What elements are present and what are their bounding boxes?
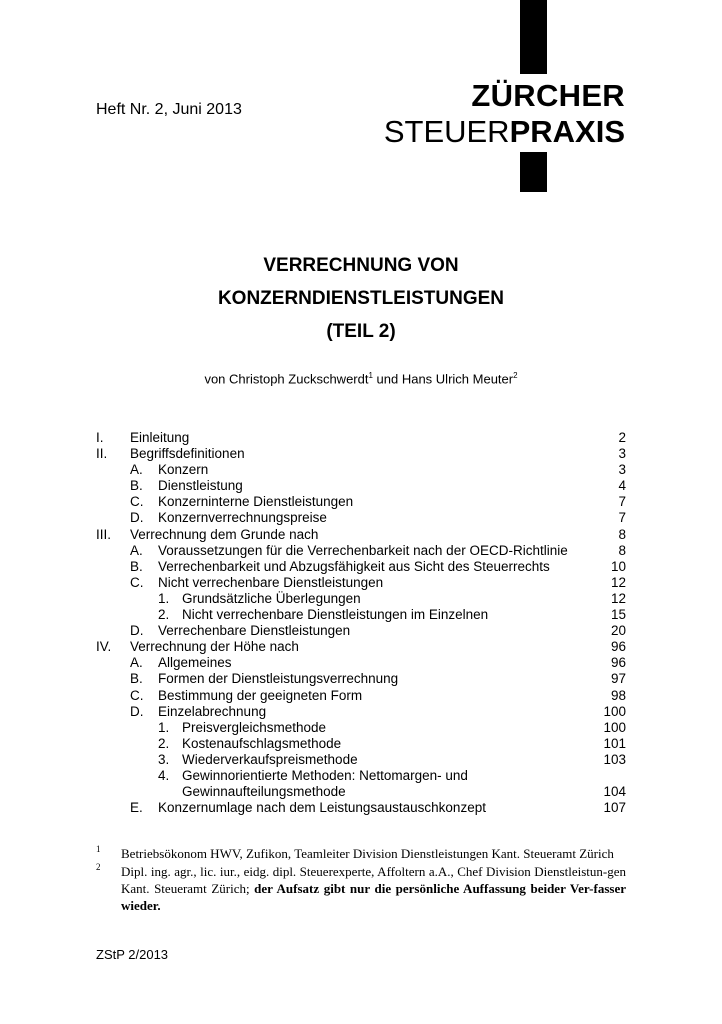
toc-entry — [96, 720, 626, 736]
page-footer: ZStP 2/2013 — [96, 947, 169, 962]
toc-entry — [96, 688, 626, 704]
toc-entry-title: Verrechenbare Dienstleistungen — [158, 623, 351, 639]
brand-line1: ZÜRCHER — [471, 78, 625, 113]
toc-entry-page: 103 — [603, 751, 626, 767]
toc-entry-page: 96 — [610, 639, 626, 655]
toc-entry — [96, 623, 626, 639]
toc-entry-number: D. — [130, 510, 144, 526]
toc-entry-page: 96 — [610, 655, 626, 671]
toc-entry-page: 3 — [618, 446, 626, 462]
toc-entry-page: 12 — [610, 574, 626, 590]
toc-entry-page: 8 — [618, 542, 626, 558]
footnote — [96, 845, 626, 862]
toc-entry-number: 1. — [158, 590, 170, 606]
toc-entry-number: A. — [130, 655, 143, 671]
toc-entry-page: 15 — [610, 607, 626, 623]
toc-entry-title: Preisvergleichsmethode — [182, 719, 327, 735]
toc-entry-number: D. — [130, 623, 144, 639]
footnotes — [96, 845, 626, 915]
toc-entry-title: Begriffsdefinitionen — [130, 446, 245, 462]
toc-entry-page: 100 — [603, 719, 626, 735]
toc-entry-title: Einleitung — [130, 430, 190, 445]
footnote-ref-2: 2 — [513, 371, 518, 380]
toc-entry — [96, 478, 626, 494]
toc-entry — [96, 559, 626, 575]
author-line — [0, 371, 722, 386]
toc-entry-number: A. — [130, 462, 143, 478]
toc-entry-number: 4. — [158, 767, 170, 783]
toc-entry-page: 97 — [610, 671, 626, 687]
brand-line2-bold: PRAXIS — [509, 114, 625, 149]
toc-entry-number: B. — [130, 671, 143, 687]
toc-entry-page: 100 — [603, 703, 626, 719]
toc-entry-title: Nicht verrechenbare Dienstleistungen im Einzelnen — [182, 607, 489, 623]
footnote — [96, 863, 626, 914]
brand-line2-normal: STEUER — [383, 114, 510, 149]
toc-entry-title: Kostenaufschlagsmethode — [182, 735, 342, 751]
toc-entry-number: A. — [130, 542, 143, 558]
toc-entry — [96, 639, 626, 655]
footnote-ref-1: 1 — [368, 371, 373, 380]
toc-entry-page: 7 — [618, 510, 626, 526]
toc-entry-number: II. — [96, 446, 108, 462]
toc-entry-title: Nicht verrechenbare Dienstleistungen — [158, 574, 384, 590]
toc-entry-page: 10 — [610, 558, 626, 574]
toc-entry-title: Dienstleistung — [158, 478, 243, 494]
toc-entry-title: Konzernverrechnungspreise — [158, 510, 327, 526]
toc-entry-page: 7 — [618, 494, 626, 510]
issue-label: Heft Nr. 2, Juni 2013 — [96, 101, 242, 118]
logo-bar-top — [520, 0, 547, 74]
toc-entry-title: Voraussetzungen für die Verrechenbarkeit nach der OECD-Richtlinie — [158, 542, 568, 558]
toc-entry-number: E. — [130, 800, 143, 816]
footnote-mark: 2 — [96, 862, 101, 872]
authors-prefix: von Christoph Zuckschwerdt — [204, 371, 369, 387]
table-of-contents — [96, 430, 626, 816]
toc-entry-title: Verrechnung dem Grunde nach — [130, 526, 319, 542]
toc-entry-title: Verrechnung der Höhe nach — [130, 639, 299, 655]
toc-entry-number: D. — [130, 703, 144, 719]
toc-entry-number: 2. — [158, 607, 170, 623]
toc-entry-page: 8 — [618, 526, 626, 542]
toc-entry-title: Gewinnorientierte Methoden: Nettomargen- und — [182, 767, 468, 783]
toc-entry-page: 2 — [618, 430, 626, 445]
toc-entry — [96, 768, 626, 784]
toc-entry-page: 107 — [603, 800, 626, 816]
toc-entry-title: Formen der Dienstleistungsverrechnung — [158, 671, 399, 687]
toc-entry — [96, 752, 626, 768]
toc-entry-page: 20 — [610, 623, 626, 639]
toc-entry-title: Allgemeines — [158, 655, 232, 671]
toc-entry-title: Bestimmung der geeigneten Form — [158, 687, 363, 703]
title-line1: VERRECHNUNG VON — [263, 255, 459, 276]
toc-entry-number: IV. — [96, 639, 112, 655]
toc-entry — [96, 655, 626, 671]
toc-entry-title: Konzerninterne Dienstleistungen — [158, 494, 354, 510]
brand-line2 — [384, 116, 625, 147]
toc-entry — [96, 510, 626, 526]
footnote-mark: 1 — [96, 844, 101, 854]
toc-entry-number: 1. — [158, 719, 170, 735]
footnote-text: Betriebsökonom HWV, Zufikon, Teamleiter Division Dienstleistungen Kant. Steueramt Zürich — [121, 846, 614, 861]
toc-entry-title: Verrechenbarkeit und Abzugsfähigkeit aus Sicht des Steuerrechts — [158, 558, 550, 574]
toc-entry — [96, 446, 626, 462]
toc-entry-page: 101 — [603, 735, 626, 751]
toc-entry — [96, 543, 626, 559]
toc-entry-page: 104 — [603, 784, 626, 800]
toc-entry-number: B. — [130, 478, 143, 494]
toc-entry — [96, 607, 626, 623]
toc-entry-number: C. — [130, 494, 144, 510]
footnote-bold-text: der Aufsatz gibt nur die persönliche Auffassung beider Ver-fasser wieder. — [121, 881, 626, 913]
toc-entry-title: Einzelabrechnung — [158, 703, 267, 719]
journal-logo — [384, 80, 625, 147]
toc-entry — [96, 671, 626, 687]
toc-entry-title: Grundsätzliche Überlegungen — [182, 590, 361, 606]
toc-entry — [96, 591, 626, 607]
toc-entry-number: I. — [96, 430, 104, 445]
toc-entry-number: 3. — [158, 751, 170, 767]
toc-entry — [96, 784, 626, 800]
toc-entry — [96, 430, 626, 446]
toc-entry-title: Gewinnaufteilungsmethode — [182, 784, 346, 800]
toc-entry — [96, 704, 626, 720]
logo-bar-bottom — [520, 152, 547, 192]
toc-entry — [96, 462, 626, 478]
toc-entry — [96, 575, 626, 591]
toc-entry-number: C. — [130, 687, 144, 703]
toc-entry — [96, 494, 626, 510]
toc-entry-title: Konzern — [158, 462, 209, 478]
toc-entry-page: 3 — [618, 462, 626, 478]
article-title — [0, 249, 722, 348]
toc-entry-title: Wiederverkaufspreismethode — [182, 751, 358, 767]
toc-entry — [96, 736, 626, 752]
title-line3: (TEIL 2) — [326, 321, 396, 342]
toc-entry-page: 98 — [610, 687, 626, 703]
toc-entry-title: Konzernumlage nach dem Leistungsaustauschkonzept — [158, 800, 486, 816]
toc-entry-page: 12 — [610, 590, 626, 606]
toc-entry-number: B. — [130, 558, 143, 574]
footnote-text: Dipl. ing. agr., lic. iur., eidg. dipl. Steuerexperte, Affoltern a.A., Chef Division Dienstleistun-gen Kant. Steueramt Zürich; — [121, 864, 626, 896]
toc-entry-page: 4 — [618, 478, 626, 494]
title-line2: KONZERNDIENSTLEISTUNGEN — [217, 288, 505, 309]
toc-entry — [96, 800, 626, 816]
toc-entry — [96, 527, 626, 543]
authors-middle: und Hans Ulrich Meuter — [372, 371, 514, 387]
toc-entry-number: 2. — [158, 735, 170, 751]
toc-entry-number: III. — [96, 526, 112, 542]
toc-entry-number: C. — [130, 574, 144, 590]
